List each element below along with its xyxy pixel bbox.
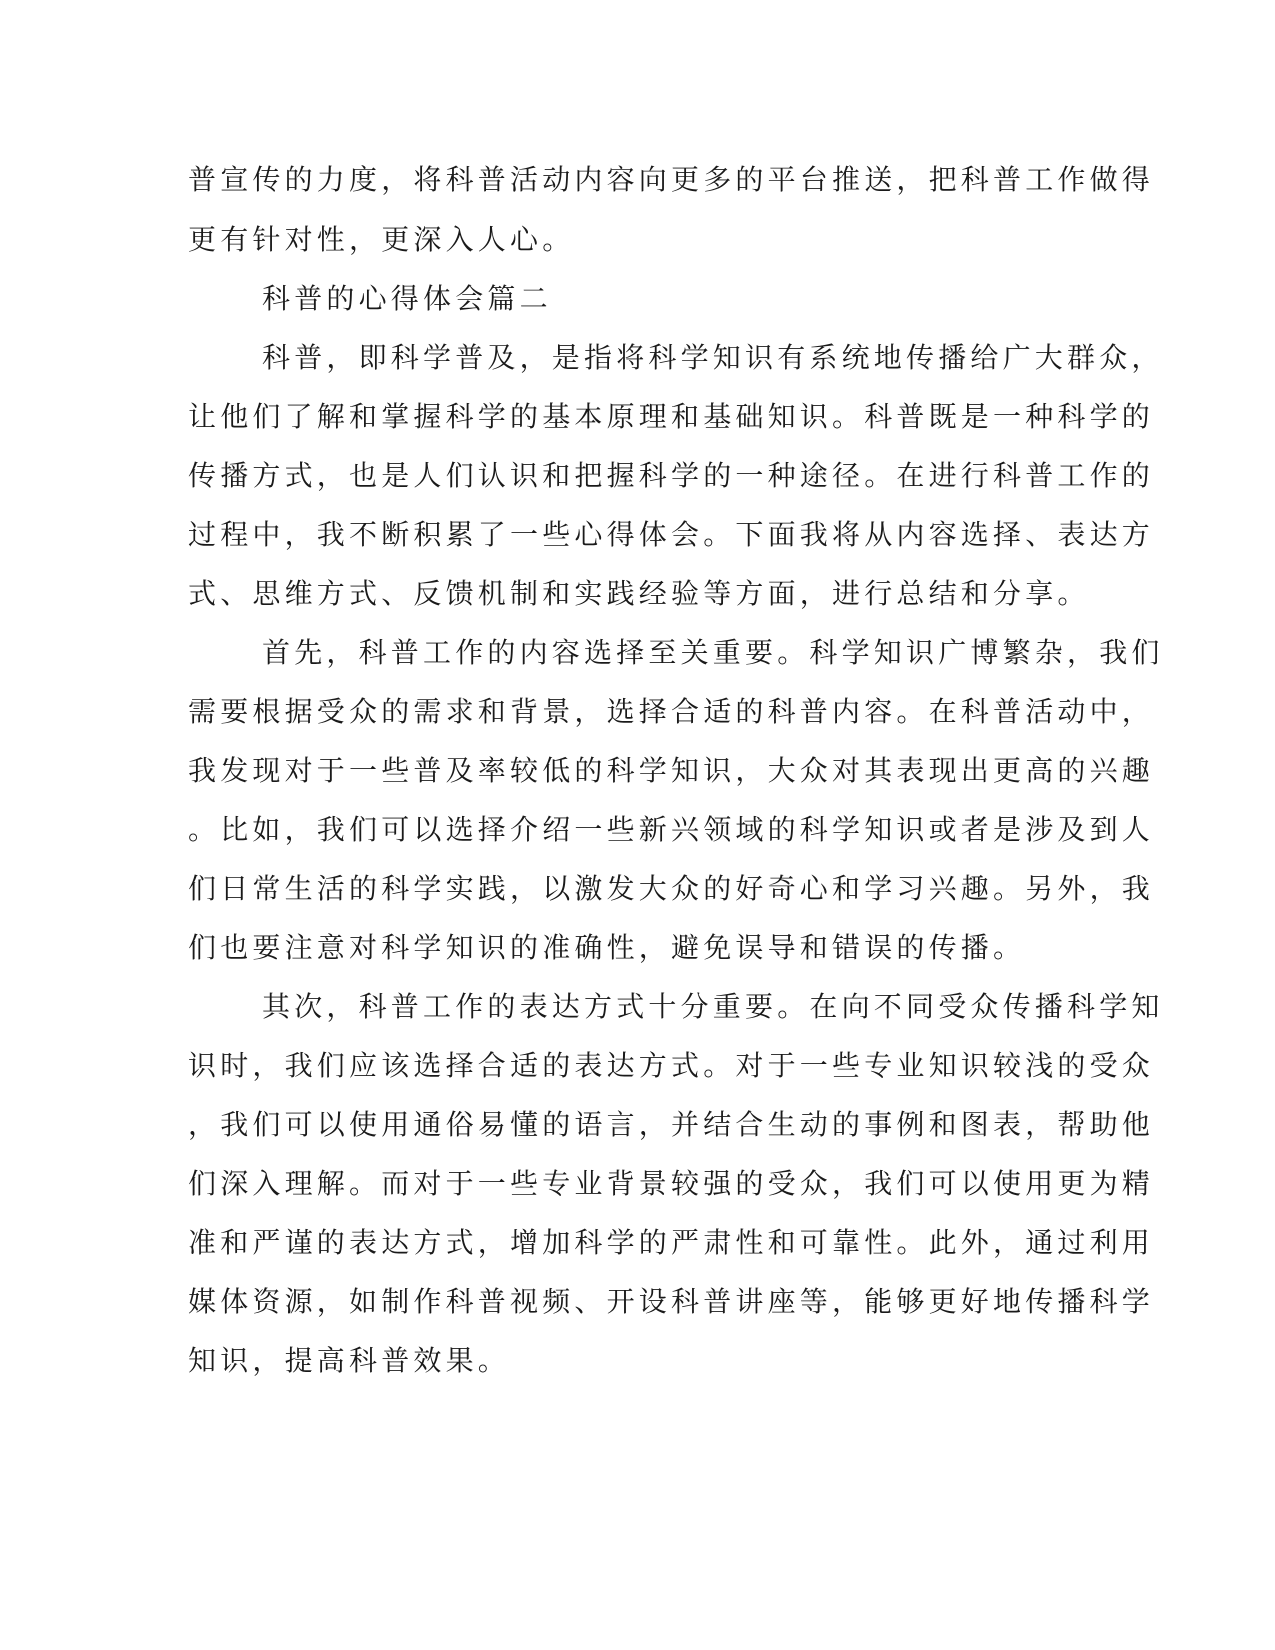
text-line: 们日常生活的科学实践，以激发大众的好奇心和学习兴趣。另外，我 <box>188 872 1155 905</box>
text-line: 媒体资源，如制作科普视频、开设科普讲座等，能够更好地传播科学 <box>188 1285 1155 1318</box>
text-line: 过程中，我不断积累了一些心得体会。下面我将从内容选择、表达方 <box>188 518 1155 551</box>
text-line: 传播方式，也是人们认识和把握科学的一种途径。在进行科普工作的 <box>188 459 1155 492</box>
text-line: 更有针对性，更深入人心。 <box>188 223 575 256</box>
text-line: 我发现对于一些普及率较低的科学知识，大众对其表现出更高的兴趣 <box>188 754 1155 787</box>
text-line: 需要根据受众的需求和背景，选择合适的科普内容。在科普活动中， <box>188 695 1155 728</box>
text-line: 。比如，我们可以选择介绍一些新兴领域的科学知识或者是涉及到人 <box>188 813 1155 846</box>
text-line: 准和严谨的表达方式，增加科学的严肃性和可靠性。此外，通过利用 <box>188 1226 1155 1259</box>
text-line: 识时，我们应该选择合适的表达方式。对于一些专业知识较浅的受众 <box>188 1049 1155 1082</box>
text-line: ，我们可以使用通俗易懂的语言，并结合生动的事例和图表，帮助他 <box>188 1108 1155 1141</box>
text-line: 们也要注意对科学知识的准确性，避免误导和错误的传播。 <box>188 931 1026 964</box>
paragraph-first-line: 其次，科普工作的表达方式十分重要。在向不同受众传播科学知 <box>262 990 1164 1023</box>
text-line: 们深入理解。而对于一些专业背景较强的受众，我们可以使用更为精 <box>188 1167 1155 1200</box>
paragraph-first-line: 首先，科普工作的内容选择至关重要。科学知识广博繁杂，我们 <box>262 636 1164 669</box>
text-line: 知识，提高科普效果。 <box>188 1344 511 1377</box>
paragraph-first-line: 科普，即科学普及，是指将科学知识有系统地传播给广大群众， <box>262 341 1164 374</box>
text-line: 式、思维方式、反馈机制和实践经验等方面，进行总结和分享。 <box>188 577 1090 610</box>
section-heading: 科普的心得体会篇二 <box>262 282 552 315</box>
text-line: 普宣传的力度，将科普活动内容向更多的平台推送，把科普工作做得 <box>188 163 1155 196</box>
text-line: 让他们了解和掌握科学的基本原理和基础知识。科普既是一种科学的 <box>188 400 1155 433</box>
